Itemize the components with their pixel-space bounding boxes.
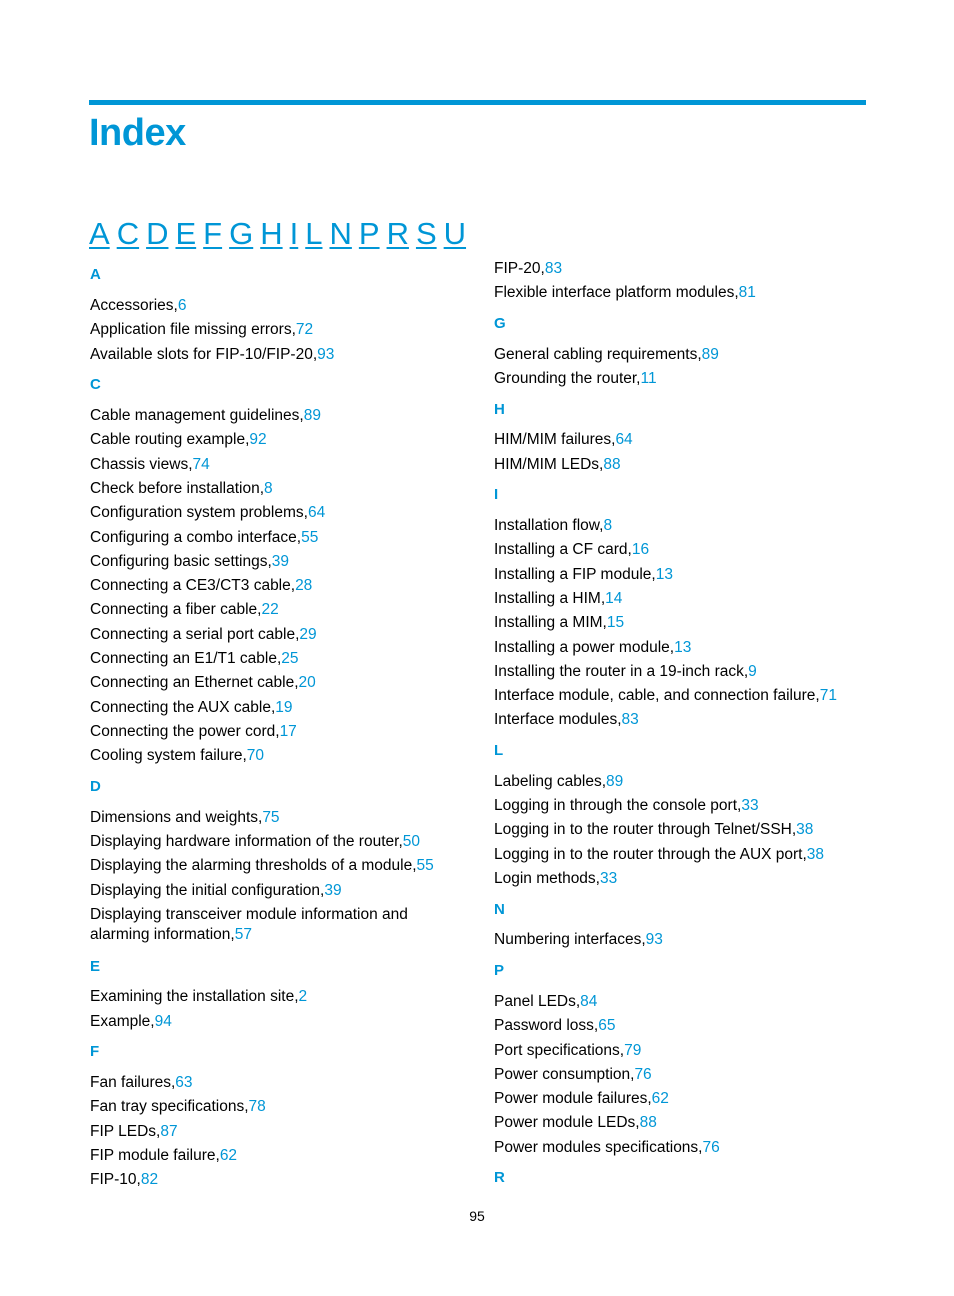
index-entry-label: General cabling requirements, (494, 346, 702, 363)
page-link[interactable]: 9 (748, 663, 757, 680)
page-link[interactable]: 14 (605, 590, 623, 607)
index-entry-label: Labeling cables, (494, 773, 607, 790)
alphabet-link-e[interactable]: E (175, 216, 197, 251)
page-link[interactable]: 15 (606, 614, 625, 631)
section-letter-c: C (90, 376, 101, 393)
section-letter-d: D (90, 778, 101, 795)
page-link[interactable]: 38 (796, 821, 814, 838)
page-link[interactable]: 16 (631, 541, 650, 558)
index-entry (494, 820, 813, 840)
alphabet-link-r[interactable]: R (386, 216, 409, 251)
page-link[interactable]: 74 (192, 456, 210, 473)
alphabet-link-a[interactable]: A (89, 216, 110, 251)
index-entry-label: Logging in to the router through Telnet/SSH, (494, 821, 797, 838)
index-entry (494, 455, 621, 475)
page-link[interactable]: 13 (655, 566, 673, 583)
page-link[interactable]: 20 (298, 674, 316, 691)
alphabet-link-g[interactable]: G (229, 216, 254, 251)
index-entry (90, 746, 264, 766)
alphabet-link-i[interactable]: I (289, 216, 299, 251)
index-entry (90, 698, 293, 718)
index-entry (90, 881, 342, 901)
index-entry-label: Interface module, cable, and connection failure, (494, 687, 820, 704)
alphabet-link-f[interactable]: F (203, 216, 223, 251)
page-link[interactable]: 29 (299, 626, 317, 643)
page-link[interactable]: 75 (262, 809, 280, 826)
alphabet-link-h[interactable]: H (260, 216, 283, 251)
index-entry (90, 1122, 178, 1142)
page-link[interactable]: 50 (402, 833, 420, 850)
page-link[interactable]: 89 (606, 773, 624, 790)
section-letter-f: F (90, 1043, 100, 1060)
page-link[interactable]: 72 (295, 321, 314, 338)
index-entry (90, 673, 316, 693)
index-entry (494, 430, 633, 450)
section-letter-n: N (494, 901, 505, 918)
index-entry (90, 905, 435, 945)
index-entry (90, 345, 334, 365)
index-entry-label: Available slots for FIP-10/FIP-20, (90, 346, 318, 363)
index-entry-label: Configuring basic settings, (90, 553, 272, 570)
section-letter-e: E (90, 958, 101, 975)
page-link[interactable]: 84 (580, 993, 598, 1010)
page-link[interactable]: 82 (140, 1171, 159, 1188)
index-entry-label: Installing a power module, (494, 639, 675, 656)
page-link[interactable]: 76 (702, 1139, 720, 1156)
index-entry (90, 722, 297, 742)
page-link[interactable]: 87 (160, 1123, 178, 1140)
index-entry-label: Installing a FIP module, (494, 566, 656, 583)
index-entry-label: Numbering interfaces, (494, 931, 646, 948)
index-entry (90, 625, 317, 645)
index-entry-label: Connecting an Ethernet cable, (90, 674, 299, 691)
index-entry (494, 565, 673, 585)
page-link[interactable]: 89 (303, 407, 321, 424)
page-link[interactable]: 57 (234, 926, 252, 943)
page-link[interactable]: 76 (634, 1066, 652, 1083)
index-entry (90, 503, 325, 523)
index-entry-label: FIP LEDs, (90, 1123, 161, 1140)
page-link[interactable]: 71 (819, 687, 837, 704)
page-title: Index (89, 112, 186, 154)
index-entry (494, 259, 562, 279)
page-link[interactable]: 70 (246, 747, 265, 764)
index-entry (90, 1012, 172, 1032)
index-entry (494, 589, 622, 609)
index-entry (90, 455, 210, 475)
index-entry (494, 1113, 657, 1133)
index-entry-label: Installation flow, (494, 517, 604, 534)
section-letter-h: H (494, 401, 505, 418)
index-entry (494, 869, 617, 889)
index-entry-label: Example, (90, 1013, 155, 1030)
index-entry-label: Power modules specifications, (494, 1139, 703, 1156)
page-link[interactable]: 55 (416, 857, 434, 874)
index-entry-label: Power module failures, (494, 1090, 652, 1107)
page-link[interactable]: 55 (301, 529, 319, 546)
section-letter-i: I (494, 486, 499, 503)
index-entry (494, 710, 639, 730)
index-entry-label: Installing the router in a 19-inch rack, (494, 663, 749, 680)
index-entry-label: Fan tray specifications, (90, 1098, 249, 1115)
index-entry-label: Cable management guidelines, (90, 407, 304, 424)
page-link[interactable]: 28 (295, 577, 313, 594)
page-link[interactable]: 8 (264, 480, 273, 497)
page-link[interactable]: 33 (600, 870, 618, 887)
index-entry-label: Check before installation, (90, 480, 265, 497)
index-entry-label: Dimensions and weights, (90, 809, 263, 826)
index-entry-label: Configuring a combo interface, (90, 529, 302, 546)
index-entry-label: Port specifications, (494, 1042, 625, 1059)
index-entry (90, 320, 313, 340)
alphabet-nav (89, 214, 466, 254)
index-entry-label: Power consumption, (494, 1066, 635, 1083)
index-entry (494, 662, 757, 682)
index-entry-label: Logging in to the router through the AUX port, (494, 846, 807, 863)
index-entry-label: FIP module failure, (90, 1147, 220, 1164)
index-entry-label: Cable routing example, (90, 431, 250, 448)
page-link[interactable]: 13 (674, 639, 692, 656)
index-entry (494, 992, 597, 1012)
index-entry (90, 987, 307, 1007)
alphabet-link-n[interactable]: N (329, 216, 352, 251)
page-link[interactable]: 89 (701, 346, 719, 363)
page-link[interactable]: 11 (640, 370, 657, 387)
page-link[interactable]: 94 (154, 1013, 172, 1030)
page-link[interactable]: 33 (741, 797, 759, 814)
index-entry (90, 856, 434, 876)
page-link[interactable]: 88 (639, 1114, 657, 1131)
index-entry (494, 1089, 669, 1109)
index-entry-label: FIP-10, (90, 1171, 141, 1188)
index-entry (494, 796, 759, 816)
index-entry (494, 930, 663, 950)
index-entry-label: HIM/MIM failures, (494, 431, 616, 448)
index-entry (90, 808, 280, 828)
page-link[interactable]: 81 (738, 284, 756, 301)
page-link[interactable]: 93 (317, 346, 335, 363)
index-entry (90, 1073, 193, 1093)
index-entry (90, 528, 318, 548)
index-entry-label: Power module LEDs, (494, 1114, 640, 1131)
index-entry (90, 430, 267, 450)
page-link[interactable]: 78 (248, 1098, 266, 1115)
page-link[interactable]: 79 (624, 1042, 642, 1059)
index-entry (494, 1016, 615, 1036)
page-link[interactable]: 63 (175, 1074, 193, 1091)
index-entry (494, 345, 719, 365)
page-link[interactable]: 2 (298, 988, 308, 1005)
section-letter-g: G (494, 315, 506, 332)
page-link[interactable]: 22 (261, 601, 279, 618)
index-entry (494, 540, 649, 560)
index-entry (494, 516, 612, 536)
index-entry (90, 649, 299, 669)
index-entry (494, 613, 624, 633)
index-entry-label: Installing a HIM, (494, 590, 606, 607)
index-entry (90, 296, 187, 316)
page-link[interactable]: 88 (603, 456, 621, 473)
section-letter-r: R (494, 1169, 505, 1186)
index-entry-label: Installing a MIM, (494, 614, 607, 631)
index-entry-label: Displaying hardware information of the router, (90, 833, 403, 850)
alphabet-link-l[interactable]: L (305, 216, 323, 251)
section-letter-p: P (494, 962, 505, 979)
index-entry-label: FIP-20, (494, 260, 545, 277)
page-link[interactable]: 64 (615, 431, 633, 448)
index-entry (494, 638, 691, 658)
index-entry (90, 1146, 237, 1166)
index-entry-label: Accessories, (90, 297, 178, 314)
index-entry (494, 1138, 720, 1158)
section-letter-l: L (494, 742, 504, 759)
page-link[interactable]: 65 (598, 1017, 616, 1034)
index-entry (90, 600, 279, 620)
index-entry (494, 686, 837, 706)
index-entry (494, 369, 657, 389)
index-entry (90, 1097, 266, 1117)
alphabet-link-p[interactable]: P (358, 216, 380, 251)
page-link[interactable]: 38 (806, 846, 825, 863)
page-link[interactable]: 62 (219, 1147, 238, 1164)
page-link[interactable]: 8 (603, 517, 613, 534)
index-entry-label: Cooling system failure, (90, 747, 247, 764)
index-entry-label: Displaying the initial configuration, (90, 882, 325, 899)
page-link[interactable]: 93 (645, 931, 663, 948)
header-rule (89, 100, 866, 105)
index-entry-label: Installing a CF card, (494, 541, 632, 558)
index-entry-label: Displaying the alarming thresholds of a module, (90, 857, 417, 874)
section-letter-a: A (90, 266, 101, 283)
page-link[interactable]: 17 (279, 723, 297, 740)
page-link[interactable]: 6 (177, 297, 187, 314)
index-entry-label: HIM/MIM LEDs, (494, 456, 604, 473)
index-entry-label: Connecting a fiber cable, (90, 601, 262, 618)
page-link[interactable]: 39 (324, 882, 342, 899)
index-entry (494, 283, 756, 303)
page-link[interactable]: 62 (651, 1090, 669, 1107)
index-entry (90, 479, 273, 499)
index-entry-label: Application file missing errors, (90, 321, 296, 338)
page-link[interactable]: 39 (271, 553, 290, 570)
page-link[interactable]: 83 (621, 711, 639, 728)
index-entry-label: Connecting a serial port cable, (90, 626, 300, 643)
index-entry (494, 1065, 652, 1085)
index-entry (90, 1170, 158, 1190)
index-entry (90, 406, 321, 426)
alphabet-link-u[interactable]: U (443, 216, 467, 251)
index-entry-label: Logging in through the console port, (494, 797, 742, 814)
index-entry-label: Connecting a CE3/CT3 cable, (90, 577, 296, 594)
index-entry-label: Examining the installation site, (90, 988, 299, 1005)
alphabet-link-s[interactable]: S (415, 216, 437, 251)
page-link[interactable]: 25 (281, 650, 299, 667)
page-link[interactable]: 83 (544, 260, 563, 277)
index-entry-label: Interface modules, (494, 711, 622, 728)
page-number: 95 (469, 1208, 485, 1224)
index-entry-label: Login methods, (494, 870, 600, 887)
alphabet-link-d[interactable]: D (146, 216, 169, 251)
index-entry-label: Password loss, (494, 1017, 599, 1034)
index-entry (90, 552, 289, 572)
page-link[interactable]: 92 (249, 431, 267, 448)
index-entry-label: Connecting the power cord, (90, 723, 280, 740)
index-entry (494, 772, 623, 792)
alphabet-link-c[interactable]: C (116, 216, 140, 251)
index-entry (494, 1041, 641, 1061)
index-entry (494, 845, 824, 865)
index-entry-label: Grounding the router, (494, 370, 641, 387)
index-entry-label: Connecting an E1/T1 cable, (90, 650, 282, 667)
index-entry (90, 832, 420, 852)
index-entry-label: Chassis views, (90, 456, 193, 473)
index-entry-label: Displaying transceiver module information and alarming information, (90, 906, 408, 943)
index-entry-label: Flexible interface platform modules, (494, 284, 739, 301)
index-entry (90, 576, 312, 596)
index-entry-label: Connecting the AUX cable, (90, 699, 276, 716)
index-entry-label: Configuration system problems, (90, 504, 308, 521)
index-entry-label: Fan failures, (90, 1074, 176, 1091)
page-link[interactable]: 64 (307, 504, 326, 521)
page-link[interactable]: 19 (275, 699, 293, 716)
index-entry-label: Panel LEDs, (494, 993, 581, 1010)
